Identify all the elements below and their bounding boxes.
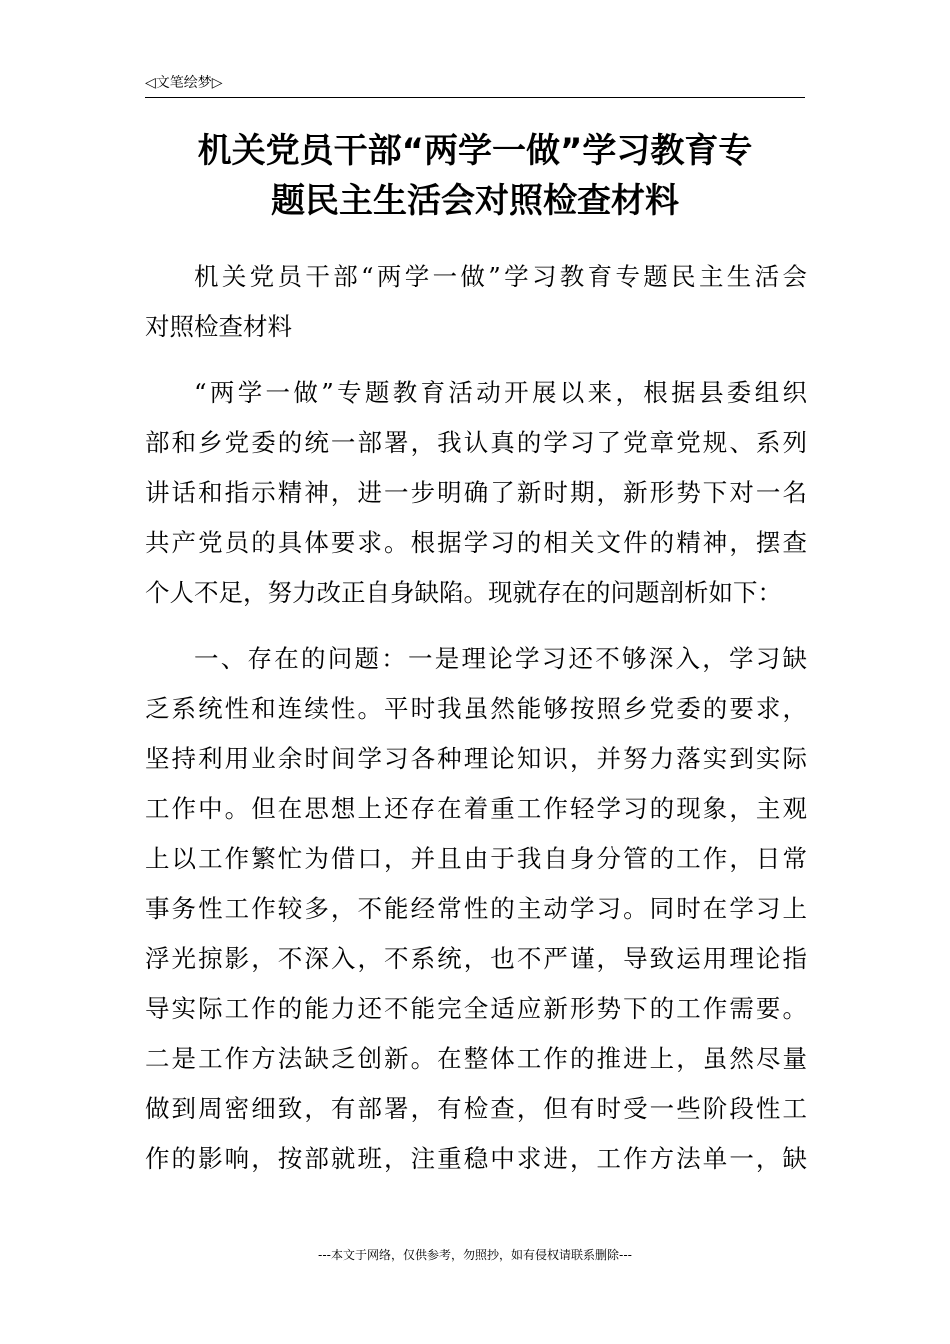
header-divider (145, 97, 805, 98)
text-line: 部和乡党委的统一部署，我认真的学习了党章党规、系列 (145, 428, 807, 457)
paragraph-intro (145, 368, 807, 618)
footer-disclaimer: ---本文于网络，仅供参考，勿照抄，如有侵权请联系删除--- (318, 1248, 632, 1262)
text-line: 导实际工作的能力还不能完全适应新形势下的工作需要。 (145, 994, 807, 1023)
paragraph-subtitle (145, 252, 807, 352)
text-line: 共产党员的具体要求。根据学习的相关文件的精神，摆查 (145, 528, 807, 557)
text-line: 乏系统性和连续性。平时我虽然能够按照乡党委的要求， (145, 694, 807, 723)
text-line: 对照检查材料 (145, 312, 292, 341)
text-line: 二是工作方法缺乏创新。在整体工作的推进上，虽然尽量 (145, 1044, 807, 1073)
text-line: 机关党员干部“两学一做”学习教育专题民主生活会 (194, 262, 807, 291)
paragraph-problems (145, 634, 807, 1184)
header-mark: ◁文笔绘梦▷ (145, 75, 223, 91)
text-line: 浮光掠影，不深入，不系统，也不严谨，导致运用理论指 (145, 944, 807, 973)
text-line: 坚持利用业余时间学习各种理论知识，并努力落实到实际 (145, 744, 807, 773)
title-line: 题民主生活会对照检查材料 (271, 181, 679, 221)
document-title (145, 126, 805, 226)
text-line: 讲话和指示精神，进一步明确了新时期，新形势下对一名 (145, 478, 807, 507)
text-line: 一、存在的问题：一是理论学习还不够深入，学习缺 (194, 644, 807, 673)
text-line: 事务性工作较多，不能经常性的主动学习。同时在学习上 (145, 894, 807, 923)
text-line: “两学一做”专题教育活动开展以来，根据县委组织 (194, 378, 807, 407)
document-body (145, 252, 807, 1200)
title-line: 机关党员干部“两学一做”学习教育专 (197, 131, 753, 171)
text-line: 上以工作繁忙为借口，并且由于我自身分管的工作，日常 (145, 844, 807, 873)
text-line: 做到周密细致，有部署，有检查，但有时受一些阶段性工 (145, 1094, 807, 1123)
text-line: 工作中。但在思想上还存在着重工作轻学习的现象，主观 (145, 794, 807, 823)
text-line: 作的影响，按部就班，注重稳中求进，工作方法单一，缺 (145, 1144, 807, 1173)
text-line: 个人不足，努力改正自身缺陷。现就存在的问题剖析如下： (145, 578, 782, 607)
